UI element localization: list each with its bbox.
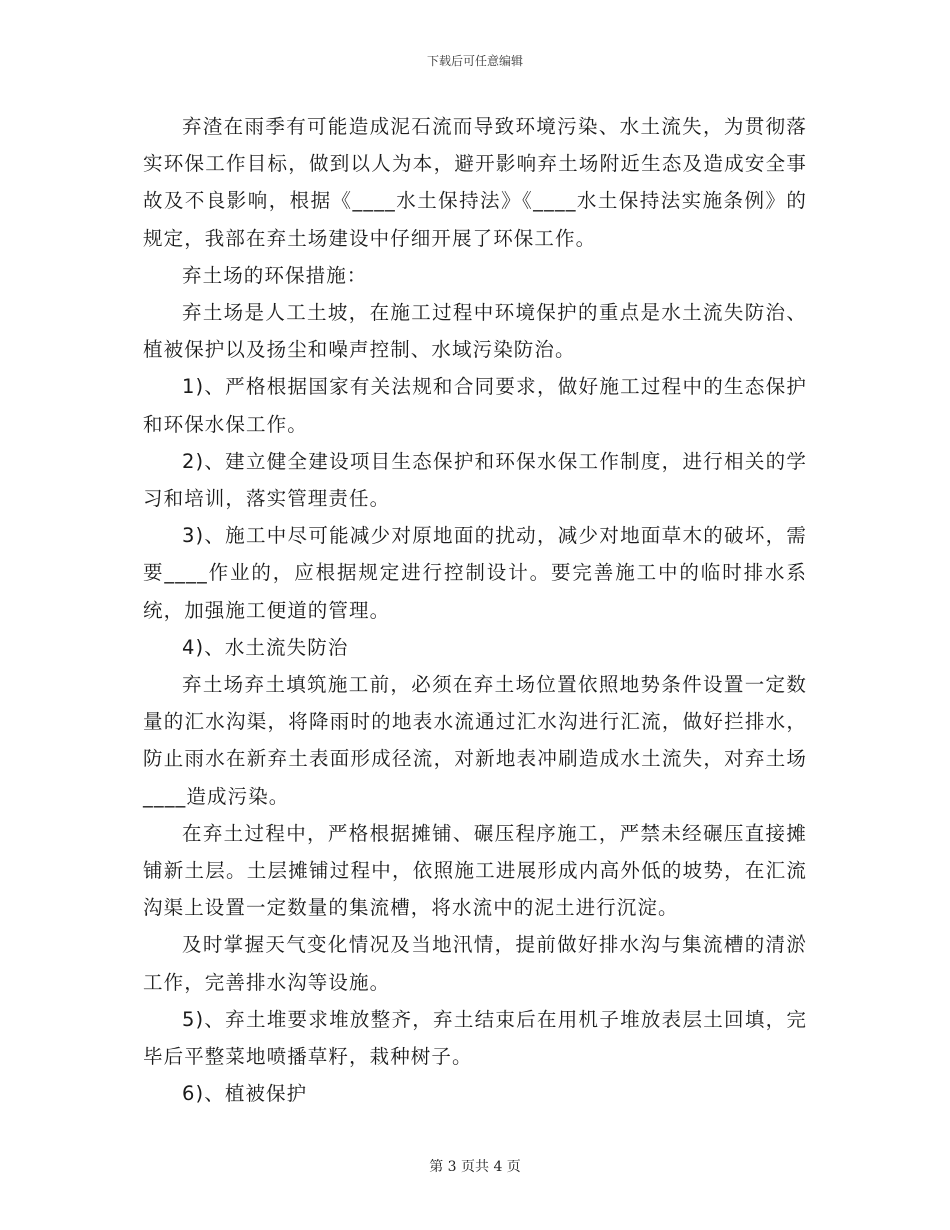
page-footer: 第 3 页共 4 页 bbox=[429, 1159, 521, 1175]
paragraph-item-4-compaction: 在弃土过程中，严格根据摊铺、碾压程序施工，严禁未经碾压直接摊铺新土层。土层摊铺过程中，依照施工进展形成内高外低的坡势，在汇流沟渠上设置一定数量的集流槽，将水流中的泥土进行沉淀。 bbox=[143, 821, 807, 920]
paragraph-item-5: 5)、弃土堆要求堆放整齐，弃土结束后在用机子堆放表层土回填，完毕后平整菜地喷播草籽，栽种树子。 bbox=[143, 1007, 807, 1069]
paragraph-intro: 弃渣在雨季有可能造成泥石流而导致环境污染、水土流失，为贯彻落实环保工作目标，做到以人为本，避开影响弃土场附近生态及造成安全事故及不良影响，根据《____水土保持法》《____水土保持法实施条例》的规定，我部在弃土场建设中仔细开展了环保工作。 bbox=[143, 115, 807, 250]
document-body bbox=[143, 108, 807, 1112]
paragraph-item-6-heading: 6)、植被保护 bbox=[182, 1082, 308, 1106]
paragraph-item-2: 2)、建立健全建设项目生态保护和环保水保工作制度，进行相关的学习和培训，落实管理责任。 bbox=[143, 449, 807, 511]
paragraph-item-4-drainage: 弃土场弃土填筑施工前，必须在弃土场位置依照地势条件设置一定数量的汇水沟渠，将降雨时的地表水流通过汇水沟进行汇流，做好拦排水，防止雨水在新弃土表面形成径流，对新地表冲刷造成水土流失，对弃土场____造成污染。 bbox=[143, 673, 807, 808]
paragraph-item-4-weather: 及时掌握天气变化情况及当地汛情，提前做好排水沟与集流槽的清淤工作，完善排水沟等设施。 bbox=[143, 933, 807, 994]
page-header: 下载后可任意编辑 bbox=[426, 54, 523, 68]
paragraph-item-3: 3)、施工中尽可能减少对原地面的扰动，减少对地面草木的破坏，需要____作业的，应根据规定进行控制设计。要完善施工中的临时排水系统，加强施工便道的管理。 bbox=[143, 524, 807, 622]
paragraph-measures-heading: 弃土场的环保措施： bbox=[182, 263, 368, 287]
paragraph-item-4-heading: 4)、水土流失防治 bbox=[182, 635, 349, 659]
paragraph-item-1: 1)、严格根据国家有关法规和合同要求，做好施工过程中的生态保护和环保水保工作。 bbox=[143, 375, 807, 436]
paragraph-overview: 弃土场是人工土坡，在施工过程中环境保护的重点是水土流失防治、植被保护以及扬尘和噪声控制、水域污染防治。 bbox=[143, 301, 807, 362]
